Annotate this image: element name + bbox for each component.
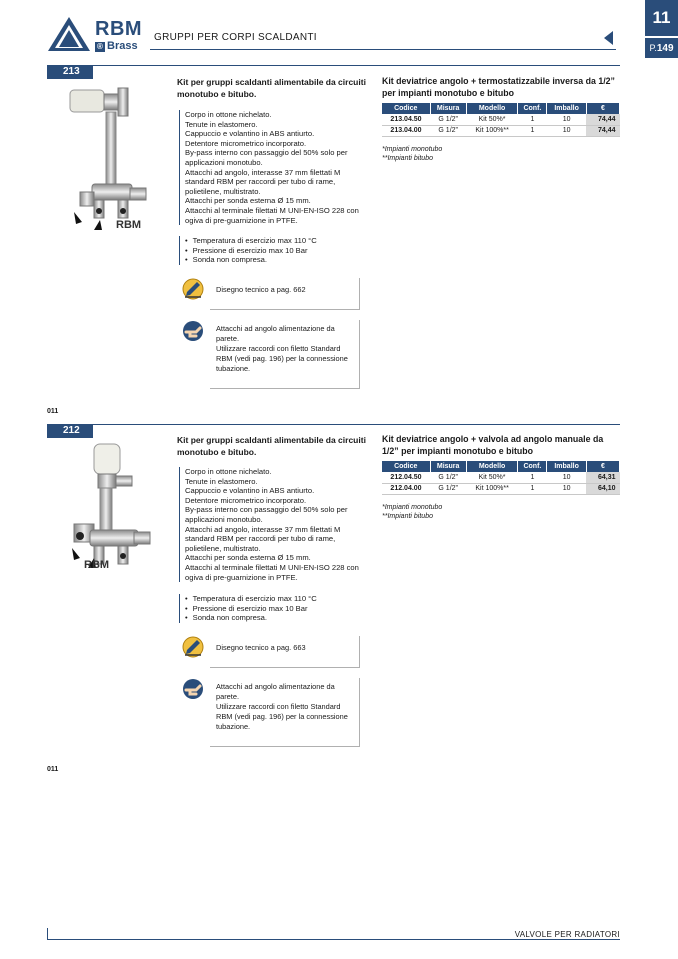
col-header: Imballo: [547, 103, 586, 114]
product-image-valve-kit: [50, 440, 165, 590]
bullet-item: • Sonda non compresa.: [185, 613, 369, 623]
cell-imballo: 10: [547, 472, 586, 483]
product-title: Kit per gruppi scaldanti alimentabile da circuiti monotubo e bitubo.: [177, 435, 366, 457]
brand-sub: ® Brass: [95, 40, 138, 52]
header-arrow-icon: [604, 31, 613, 45]
rbm-triangle-icon: [47, 16, 91, 52]
pencil-drawing-icon: [182, 636, 204, 658]
section-divider: [47, 65, 620, 66]
price-table: [382, 103, 620, 137]
bullet-item: • Pressione di esercizio max 10 Bar: [185, 604, 369, 614]
table-header-row: [382, 461, 620, 472]
section-divider: [47, 424, 620, 425]
bullet-item: • Pressione di esercizio max 10 Bar: [185, 246, 369, 256]
desc-line: By-pass interno con passaggio del 50% solo per applicazioni monotubo.: [185, 505, 348, 524]
pencil-drawing-icon: [182, 278, 204, 300]
desc-line: Attacchi al terminale filettati M UNI-EN-ISO 228 con ogiva di pre-guarnizione in PTFE.: [185, 562, 359, 582]
spec-bullets: [179, 594, 369, 623]
note-line: Attacchi ad angolo alimentazione da parete.: [216, 682, 335, 701]
table-row: [382, 125, 620, 136]
cell-misura: G 1/2”: [430, 472, 466, 483]
cell-codice: 213.04.50: [382, 114, 430, 125]
table-title: Kit deviatrice angolo + termostatizzabile inversa da 1/2” per impianti monotubo e bitubo: [382, 76, 615, 98]
note-connection-text: [210, 678, 360, 747]
footer-category: VALVOLE PER RADIATORI: [514, 930, 620, 939]
cell-modello: Kit 50%*: [466, 114, 518, 125]
note-line: Utilizzare raccordi con filetto Standard RBM (vedi pag. 196) per la connessione tubazione.: [216, 344, 348, 373]
table-header-row: [382, 103, 620, 114]
image-brand-label: RBM: [84, 559, 110, 571]
hand-pointer-icon: [182, 320, 204, 342]
section-code: 213: [47, 65, 93, 79]
col-header: Misura: [430, 461, 466, 472]
cell-prezzo: 74,44: [586, 125, 619, 136]
desc-line: Corpo in ottone nichelato.: [185, 467, 272, 476]
cell-misura: G 1/2”: [430, 114, 466, 125]
page-header-title: GRUPPI PER CORPI SCALDANTI: [154, 32, 317, 43]
bullet-item: • Temperatura di esercizio max 110 °C: [185, 594, 369, 604]
cell-misura: G 1/2”: [430, 483, 466, 494]
desc-line: Tenute in elastomero.: [185, 476, 258, 486]
cell-imballo: 10: [547, 114, 586, 125]
table-note: *Impianti monotubo: [382, 146, 443, 153]
table-note: **Impianti bitubo: [382, 513, 433, 520]
col-header: Misura: [430, 103, 466, 114]
note-drawing-text: Disegno tecnico a pag. 663: [210, 636, 360, 668]
table-row: [382, 114, 620, 125]
bullet-item: • Sonda non compresa.: [185, 255, 369, 265]
col-header: Imballo: [547, 461, 586, 472]
product-description: [179, 467, 369, 582]
image-brand-label: RBM: [116, 219, 142, 231]
cell-conf: 1: [518, 125, 547, 136]
cell-modello: Kit 100%**: [466, 483, 518, 494]
cell-misura: G 1/2”: [430, 125, 466, 136]
arrow-icon: [72, 548, 80, 560]
cell-codice: 212.04.00: [382, 483, 430, 494]
table-title: Kit deviatrice angolo + valvola ad angolo manuale da 1/2” per impianti monotubo e bitubo: [382, 434, 604, 456]
table-notes: [382, 503, 442, 521]
desc-line: Cappuccio e volantino in ABS antiurto.: [185, 129, 315, 139]
note-connection-text: [210, 320, 360, 389]
chapter-number: 11: [645, 0, 678, 36]
section-footer-code: 011: [47, 408, 59, 415]
footer-divider: [47, 939, 620, 940]
cell-modello: Kit 50%*: [466, 472, 518, 483]
cell-prezzo: 64,31: [586, 472, 619, 483]
desc-line: Corpo in ottone nichelato.: [185, 110, 272, 119]
desc-line: Attacchi al terminale filettati M UNI-EN-ISO 228 con ogiva di pre-guarnizione in PTFE.: [185, 205, 359, 225]
cell-prezzo: 64,10: [586, 483, 619, 494]
desc-line: Attacchi per sonda esterna Ø 15 mm.: [185, 553, 311, 563]
note-line: Attacchi ad angolo alimentazione da parete.: [216, 324, 335, 343]
col-header: Modello: [466, 461, 518, 472]
table-note: *Impianti monotubo: [382, 504, 443, 511]
cell-conf: 1: [518, 472, 547, 483]
desc-line: Tenute in elastomero.: [185, 119, 258, 129]
hand-pointer-icon: [182, 678, 204, 700]
brand-logo: [47, 16, 147, 54]
cell-modello: Kit 100%**: [466, 125, 518, 136]
cell-conf: 1: [518, 483, 547, 494]
cell-imballo: 10: [547, 483, 586, 494]
product-title: Kit per gruppi scaldanti alimentabile da circuiti monotubo e bitubo.: [177, 77, 366, 99]
desc-line: Attacchi ad angolo, interasse 37 mm filettati M standard RBM per raccordi per tubo di rame, polietilene, multistrato.: [185, 524, 341, 553]
cell-prezzo: 74,44: [586, 114, 619, 125]
brand-name: RBM: [95, 18, 143, 40]
desc-line: Detentore micrometrico incorporato.: [185, 495, 307, 505]
price-table: [382, 461, 620, 495]
desc-line: Cappuccio e volantino in ABS antiurto.: [185, 486, 315, 496]
cell-imballo: 10: [547, 125, 586, 136]
desc-line: Attacchi ad angolo, interasse 37 mm filettati M standard RBM per raccordi per tubo di rame, polietilene, multistrato.: [185, 167, 341, 196]
col-header: Modello: [466, 103, 518, 114]
col-header: Codice: [382, 103, 430, 114]
col-header: Codice: [382, 461, 430, 472]
table-row: [382, 483, 620, 494]
section-code: 212: [47, 424, 93, 438]
header-divider: [150, 49, 616, 50]
cell-codice: 213.04.00: [382, 125, 430, 136]
col-header: €: [586, 103, 619, 114]
product-image-valve-kit: [50, 84, 165, 234]
bullet-item: • Temperatura di esercizio max 110 °C: [185, 236, 369, 246]
product-description: [179, 110, 369, 225]
desc-line: By-pass interno con passaggio del 50% solo per applicazioni monotubo.: [185, 148, 348, 167]
page-number: P.149: [645, 38, 678, 58]
col-header: €: [586, 461, 619, 472]
table-row: [382, 472, 620, 483]
arrow-icon: [74, 212, 82, 224]
note-line: Utilizzare raccordi con filetto Standard RBM (vedi pag. 196) per la connessione tubazione.: [216, 702, 348, 731]
col-header: Conf.: [518, 461, 547, 472]
table-notes: [382, 145, 442, 163]
desc-line: Detentore micrometrico incorporato.: [185, 138, 307, 148]
desc-line: Attacchi per sonda esterna Ø 15 mm.: [185, 196, 311, 206]
note-drawing-text: Disegno tecnico a pag. 662: [210, 278, 360, 310]
table-note: **Impianti bitubo: [382, 155, 433, 162]
cell-conf: 1: [518, 114, 547, 125]
section-footer-code: 011: [47, 766, 59, 773]
arrow-icon: [94, 220, 102, 230]
cell-codice: 212.04.50: [382, 472, 430, 483]
col-header: Conf.: [518, 103, 547, 114]
spec-bullets: [179, 236, 369, 265]
